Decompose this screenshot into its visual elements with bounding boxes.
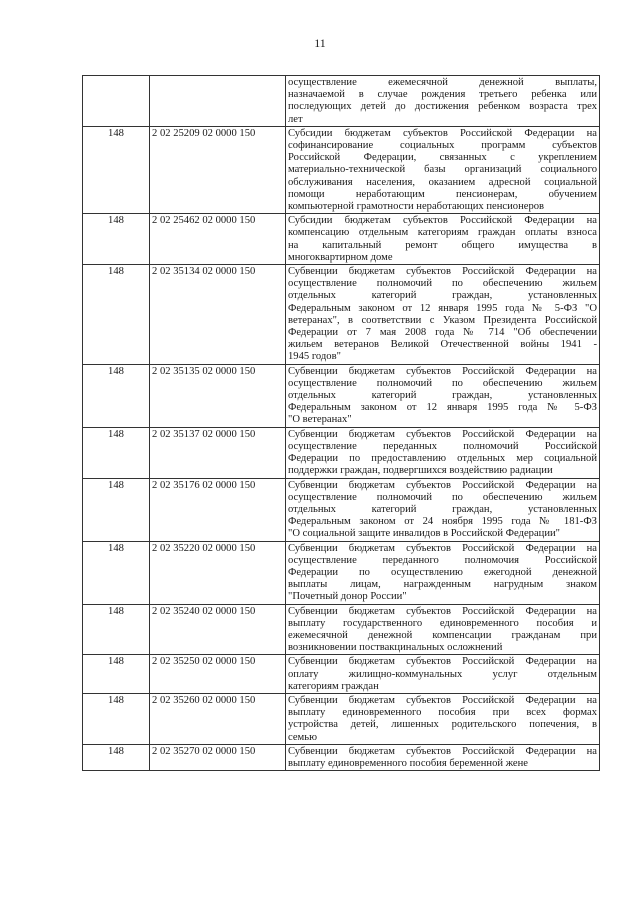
description-line: устройства детей, лишенных родительского попечения, в: [288, 719, 597, 731]
description-line: осуществление полномочий по обеспечению жильем: [288, 278, 597, 290]
description-line: Российской Федерации, связанных с укреплением: [288, 152, 597, 164]
admin-code-cell: 148: [83, 364, 150, 427]
description-line: помощи неработающим пенсионерам, обучением: [288, 188, 597, 200]
description-line: 1945 годов": [288, 351, 341, 363]
budget-codes-table: [82, 75, 600, 771]
description-line: Субвенции бюджетам субъектов Российской Федерации на: [288, 266, 597, 278]
description-line: Субвенции бюджетам субъектов Российской Федерации на: [288, 745, 597, 757]
description-line: категориям граждан: [288, 680, 379, 692]
description-line: "О социальной защите инвалидов в Российской Федерации": [288, 528, 561, 540]
budget-code-cell: 2 02 35134 02 0000 150: [150, 265, 286, 365]
description-line: Субсидии бюджетам субъектов Российской Федерации на: [288, 215, 597, 227]
table-row: [83, 744, 600, 770]
description-line: назначаемой в случае рождения третьего ребенка или: [288, 89, 597, 101]
budget-code-cell: 2 02 35240 02 0000 150: [150, 604, 286, 655]
description-line: многоквартирном доме: [288, 251, 393, 263]
description-line: компьютерной грамотности неработающих пенсионеров: [288, 201, 545, 213]
description-cell: [286, 744, 600, 770]
admin-code-cell: 148: [83, 693, 150, 744]
description-line: лет: [288, 113, 303, 125]
description-line: обслуживания населения, оказанием адресной социальной: [288, 176, 597, 188]
description-line: осуществление полномочий по обеспечению жильем: [288, 491, 597, 503]
table-row: [83, 478, 600, 541]
description-cell: [286, 655, 600, 694]
budget-code-cell: [150, 76, 286, 127]
admin-code-cell: 148: [83, 265, 150, 365]
budget-code-cell: 2 02 35176 02 0000 150: [150, 478, 286, 541]
budget-code-cell: 2 02 35137 02 0000 150: [150, 427, 286, 478]
table-row: [83, 541, 600, 604]
admin-code-cell: 148: [83, 655, 150, 694]
description-line: Федерации по осуществлению ежегодной денежной: [288, 566, 597, 578]
budget-code-cell: 2 02 35260 02 0000 150: [150, 693, 286, 744]
description-cell: [286, 364, 600, 427]
admin-code-cell: 148: [83, 744, 150, 770]
budget-code-cell: 2 02 25209 02 0000 150: [150, 126, 286, 213]
description-line: осуществление переданных полномочий Российской: [288, 440, 597, 452]
description-cell: [286, 214, 600, 265]
table-row: [83, 655, 600, 694]
description-line: ветеранах", в соответствии с Указом Президента Российской: [288, 314, 597, 326]
description-line: осуществление ежемесячной денежной выплаты,: [288, 77, 597, 88]
admin-code-cell: 148: [83, 604, 150, 655]
description-line: Субвенции бюджетам субъектов Российской Федерации на: [288, 365, 597, 377]
table-row: [83, 265, 600, 365]
description-line: Субвенции бюджетам субъектов Российской Федерации на: [288, 605, 597, 617]
admin-code-cell: 148: [83, 214, 150, 265]
admin-code-cell: 148: [83, 427, 150, 478]
description-cell: [286, 604, 600, 655]
description-line: компенсацию отдельным категориям граждан оплаты взноса: [288, 227, 597, 239]
description-cell: [286, 265, 600, 365]
description-cell: [286, 541, 600, 604]
description-line: отдельных категорий граждан, установленных: [288, 503, 597, 515]
page-number: 11: [314, 36, 326, 50]
description-line: семью: [288, 731, 317, 743]
description-cell: [286, 693, 600, 744]
description-line: Федерации по предоставлению отдельных мер социальной: [288, 453, 597, 465]
table-row: [83, 364, 600, 427]
description-line: Субвенции бюджетам субъектов Российской Федерации на: [288, 656, 597, 668]
budget-code-cell: 2 02 35250 02 0000 150: [150, 655, 286, 694]
description-line: Субсидии бюджетам субъектов Российской Федерации на: [288, 127, 597, 139]
description-line: Федеральным законом от 12 января 1995 года № 5-ФЗ "О: [288, 302, 597, 314]
table-row: [83, 76, 600, 127]
description-line: оплату жилищно-коммунальных услуг отдельным: [288, 668, 597, 680]
description-line: последующих детей до достижения ребенком возраста трех: [288, 101, 597, 113]
description-line: Федеральным законом от 24 ноября 1995 года № 181-ФЗ: [288, 516, 597, 528]
description-line: софинансирование социальных программ субъектов: [288, 140, 597, 152]
description-line: "Почетный донор России": [288, 591, 407, 603]
budget-code-cell: 2 02 25462 02 0000 150: [150, 214, 286, 265]
description-line: материально-технической базы организаций социального: [288, 164, 597, 176]
description-line: выплату единовременного пособия беременной жене: [288, 757, 528, 769]
table-row: [83, 693, 600, 744]
description-line: возникновении поствакцинальных осложнений: [288, 642, 503, 654]
description-line: Субвенции бюджетам субъектов Российской Федерации на: [288, 694, 597, 706]
description-line: осуществление переданного полномочия Российской: [288, 554, 597, 566]
table-row: [83, 126, 600, 213]
table-row: [83, 427, 600, 478]
description-line: выплату государственного единовременного пособия и: [288, 617, 597, 629]
admin-code-cell: 148: [83, 541, 150, 604]
admin-code-cell: [83, 76, 150, 127]
table-row: [83, 214, 600, 265]
description-line: осуществление полномочий по обеспечению жильем: [288, 377, 597, 389]
admin-code-cell: 148: [83, 478, 150, 541]
description-line: Субвенции бюджетам субъектов Российской Федерации на: [288, 542, 597, 554]
description-cell: [286, 427, 600, 478]
admin-code-cell: 148: [83, 126, 150, 213]
description-line: выплаты лицам, награжденным нагрудным знаком: [288, 579, 597, 591]
description-line: ежемесячной денежной компенсации гражданам при: [288, 629, 597, 641]
description-cell: [286, 76, 600, 127]
budget-code-cell: 2 02 35220 02 0000 150: [150, 541, 286, 604]
description-line: жильем ветеранов Великой Отечественной войны 1941 -: [288, 339, 597, 351]
description-line: Федерации от 7 мая 2008 года № 714 "Об обеспечении: [288, 327, 597, 339]
description-line: "О ветеранах": [288, 414, 352, 426]
description-cell: [286, 478, 600, 541]
description-line: Субвенции бюджетам субъектов Российской Федерации на: [288, 428, 597, 440]
description-line: отдельных категорий граждан, установленных: [288, 390, 597, 402]
budget-code-cell: 2 02 35135 02 0000 150: [150, 364, 286, 427]
table-row: [83, 604, 600, 655]
description-line: отдельных категорий граждан, установленных: [288, 290, 597, 302]
description-line: Субвенции бюджетам субъектов Российской Федерации на: [288, 479, 597, 491]
description-line: Федеральным законом от 12 января 1995 года № 5-ФЗ: [288, 402, 597, 414]
description-line: на капитальный ремонт общего имущества в: [288, 239, 597, 251]
description-line: поддержки граждан, подвергшихся воздействию радиации: [288, 465, 553, 477]
description-line: выплату единовременного пособия при всех формах: [288, 707, 597, 719]
budget-code-cell: 2 02 35270 02 0000 150: [150, 744, 286, 770]
description-cell: [286, 126, 600, 213]
